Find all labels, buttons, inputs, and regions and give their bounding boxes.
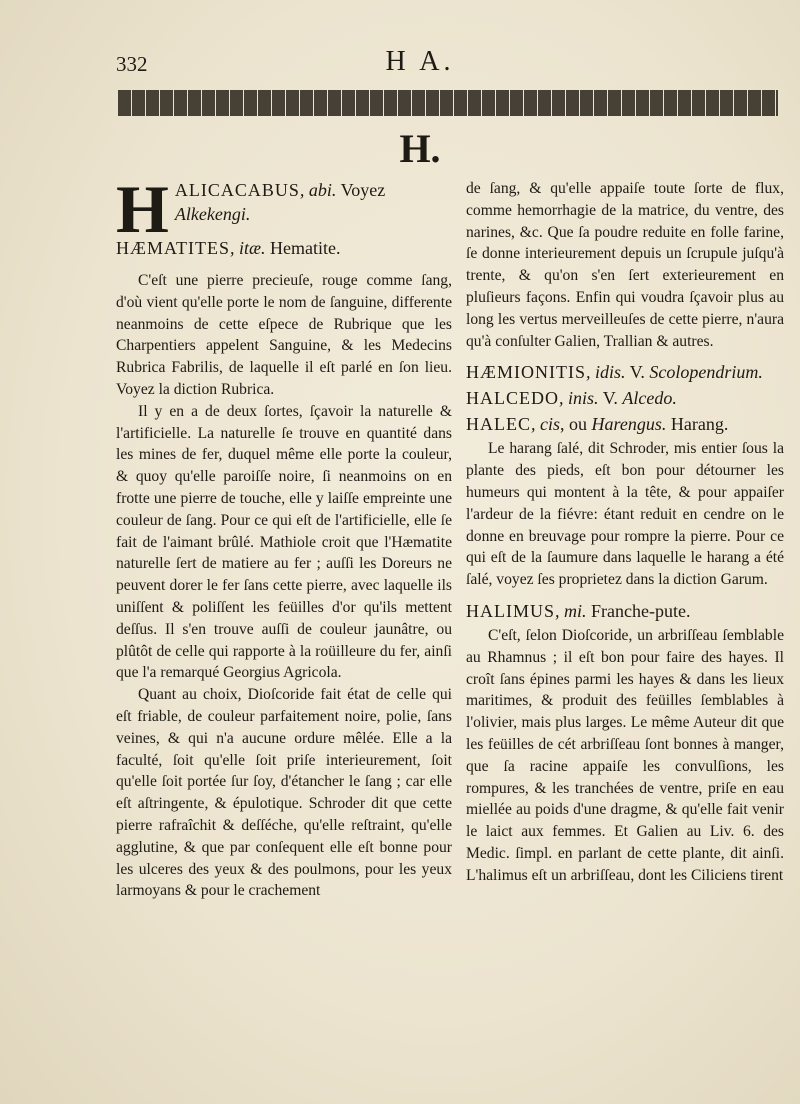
paragraph: Quant au choix, Dioſcoride fait état de celle qui eſt friable, de couleur parfaitement noire, polie, ſans veines, & qui n'a aucune ordure mêlée. Elle a la faculté, ſoit qu'elle ſoit priſe interieurement, ſoit qu'elle ſoit portée ſur ſoy, d'étancher le ſang ; car elle eſt aſtringente, & épulotique. Schroder dit que cette pierre rafraîchit & deſſéche, qu'elle reſtraint, qu'elle agglutine, & que par conſequent elle eſt bonne pour les ulceres des yeux & des poulmons, pour les yeux larmoyans & pour le crachement [116, 686, 452, 900]
entry-haemionitis [466, 360, 784, 384]
entry-haematites [116, 236, 452, 260]
entry-halcedo [466, 386, 784, 410]
entry-halicacabus [116, 171, 452, 247]
entry-genitive: , idis. [586, 362, 626, 383]
entry-alternate: Harengus. [591, 414, 667, 435]
entry-reference: Scolopendrium. [649, 362, 763, 383]
entry-see: V. [602, 388, 618, 409]
entry-halec [466, 412, 784, 436]
running-head: H A. [385, 46, 455, 77]
entry-headword: HALCEDO [466, 388, 559, 409]
paragraph: de ſang, & qu'elle appaiſe toute ſorte de flux, comme hemorrhagie de la matrice, du ventre, des narines, &c. Que ſa poudre reduite en folle farine, ſe donne interieurement depuis un ſcrupule juſqu'à trente, & qu'on s'en ſert exterieurement en pluſieurs façons. Enfin qui voudra ſçavoir plus au long les vertus merveilleuſes de cette pierre, n'aura qu'à conſulter Galien, Trallian & autres. [466, 180, 784, 350]
ornamental-band [118, 90, 778, 116]
paragraph: C'eſt une pierre precieuſe, rouge comme ſang, d'où vient qu'elle porte le nom de ſanguine, differente neanmoins de cette eſpece de Rubrique que les Charpentiers appelent Sanguine, & les Medecins Rubrica Fabrilis, de laquelle il eſt parlé en ſon lieu. Voyez la diction Rubrica. [116, 272, 452, 398]
paragraph: C'eſt, ſelon Dioſcoride, un arbriſſeau ſemblable au Rhamnus ; il eſt bon pour faire des hayes. Il croît ſans épines parmi les hayes & dans les lieux maritimes, & produit des feüilles ſemblables à l'olivier, mais plus larges. Le même Auteur dit que les feüilles de cét arbriſſeau ſont bonnes à manger, que ſa racine appaiſe les convulſions, les rompures, & les tranchées de ventre, priſe en eau miellée au poids d'une dragme, & qu'elle fait venir le laict aux femmes. Et Galien au Liv. 6. des Medic. ſimpl. en parlant de cette plante, dit ainſi. L'halimus eſt un arbriſſeau, dont les Ciliciens tirent [466, 626, 784, 884]
entry-headword: HALIMUS [466, 600, 556, 621]
entry-vernacular: Hematite. [270, 238, 341, 258]
page-number: 332 [116, 52, 148, 76]
left-column [116, 171, 452, 902]
entry-headword: ALICACABUS [174, 180, 300, 200]
entry-headword: HALEC [466, 414, 531, 435]
entry-genitive: , itæ. [230, 238, 266, 258]
entry-or: , ou [560, 414, 587, 435]
entry-headword: HÆMIONITIS [466, 362, 586, 383]
entry-see: Voyez [340, 180, 386, 200]
entry-genitive: , inis. [559, 388, 599, 409]
drop-cap: H [116, 171, 169, 247]
entry-vernacular: Franche-pute. [591, 600, 691, 621]
entry-reference: Alkekengi. [174, 204, 251, 224]
entry-vernacular: Harang. [670, 414, 729, 435]
section-letter: H. [399, 126, 441, 171]
entry-see: V. [629, 362, 645, 383]
entry-reference: Alcedo. [622, 388, 677, 409]
entry-genitive: , abi. [299, 180, 337, 200]
paragraph: Le harang ſalé, dit Schroder, mis entier ſous la plante des pieds, eſt bon pour détourner les humeurs qui montent à la tête, & pour appaiſer l'ardeur de la fiévre: étant reduit en cendre on le donne en breuvage pour rompre la pierre. Pour ce qui eſt de la ſaumure dans laquelle le harang a été ſalé, voyez ſes proprietez dans la diction Garum. [466, 440, 784, 589]
entry-headword: HÆMATITES [116, 238, 231, 258]
entry-halimus [466, 599, 784, 623]
entry-genitive: , mi. [555, 600, 587, 621]
entry-genitive: , cis [531, 414, 560, 435]
paragraph: Il y en a de deux ſortes, ſçavoir la naturelle & l'artificielle. La naturelle ſe trouve en quantité dans les mines de fer, duquel même elle porte la couleur, & quoy qu'elle paroiſſe noire, ſi neanmoins on en frotte une pierre de touche, elle y laiſſe empreinte une couleur de ſang. Pour ce qui eſt de l'artificielle, elle ſe fait de l'aimant brûlé. Mathiole croit que l'Hæmatite naturelle ſert de matiere au fer ; auſſi les Doreurs ne peuvent dorer le fer ſans cette pierre, avec laquelle ils uniſſent & poliſſent les feüilles d'or qu'ils mettent deſſus. Il s'en trouve auſſi de couleur jaunâtre, ou plûtôt de celle qui rapporte à la roüilleure du fer, ainſi que l'a remarqué Georgius Agricola. [116, 402, 452, 682]
right-column [466, 178, 784, 887]
